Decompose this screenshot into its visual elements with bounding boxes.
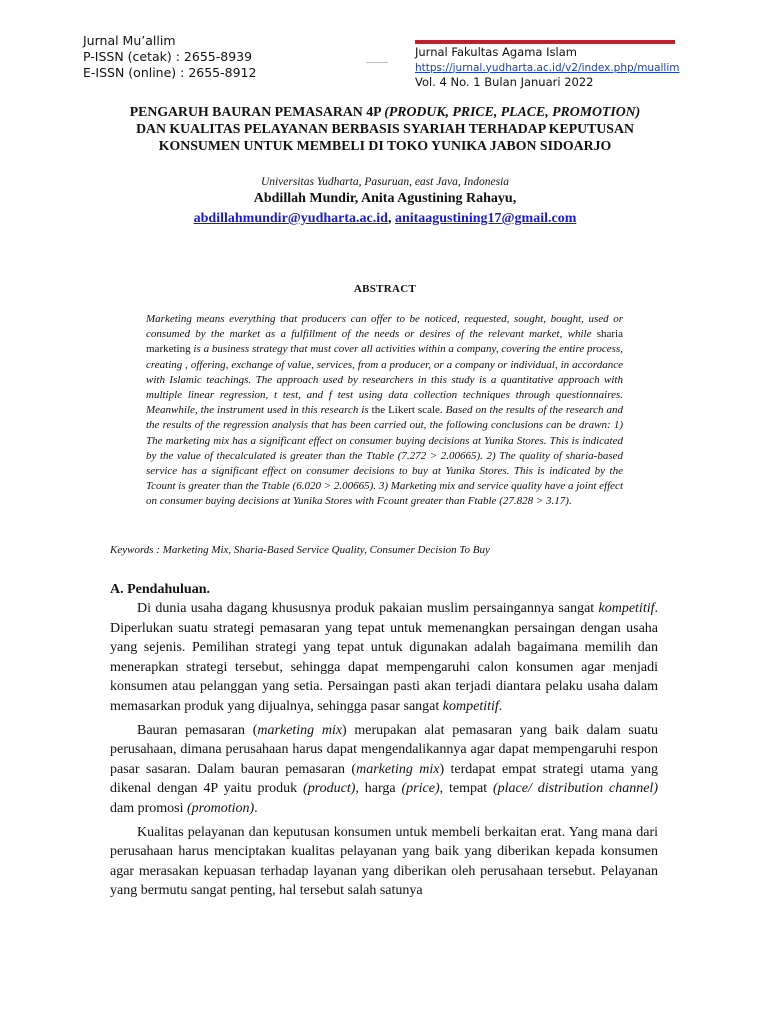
author-emails (60, 211, 710, 227)
journal-url-link[interactable]: https://jurnal.yudharta.ac.id/v2/index.php/muallim (415, 61, 680, 74)
p1-italic-2: kompetitif (442, 698, 499, 714)
p2-italic-3: (product) (303, 781, 356, 797)
abstract-heading: ABSTRACT (353, 283, 417, 295)
title-line-1b: (PRODUK, PRICE, PLACE, PROMOTION) (384, 104, 641, 119)
p2-italic-4: (price) (401, 781, 440, 797)
p1-italic-1: kompetitif (598, 601, 655, 616)
keywords: Keywords : Marketing Mix, Sharia-Based Service Quality, Consumer Decision To Buy (110, 544, 490, 556)
journal-header-left (83, 33, 256, 81)
p2-italic-1: marketing mix (257, 722, 343, 738)
paragraph-3: Kualitas pelayanan dan keputusan konsumen untuk membeli berkaitan erat. Yang mana dari perusahaan harus menciptakan kualitas pelayanan yang baik yang diberikan kepada konsumen agar merasakan kepuasan terhadap layanan yang diberikan oleh perusahaan tersebut. Pelayanan yang bermutu sangat penting, hal tersebut salah satunya (110, 824, 658, 899)
p2-text-1: Bauran pemasaran ( (137, 722, 258, 738)
online-issn: E-ISSN (online) : 2655-8912 (83, 65, 257, 80)
p2-italic-5: (place/ distribution channel) (493, 781, 658, 797)
p2-text-5: , tempat (439, 781, 493, 797)
p1-text-2: . Diperlukan suatu strategi pemasaran yang tepat untuk memenangkan persaingan dengan usaha yang sejenis. Pemilihan strategi yang tepat untuk digunakan adalah bagaimana memilih dan menerapkan strategi tersebut, sehingga dapat mempengaruhi calon konsumen agar menjadi konsumen atau pelanggan yang setia. Persaingan pasti akan terjadi diantara pelaku usaha dalam memasarkan produk yang dijualnya, sehingga pasar sangat (110, 601, 658, 714)
title-line-3: KONSUMEN UNTUK MEMBELI DI TOKO YUNIKA JABON SIDOARJO (158, 138, 612, 153)
p2-text-2: ) merupakan alat pemasaran yang baik dalam suatu perusahaan, dimana perusahaan harus dapat mengendalikannya agar dapat mempengaruhi respon pasar sasaran. Dalam bauran pemasaran ( (110, 722, 658, 777)
journal-name: Jurnal Mu’allim (83, 33, 176, 48)
email-link-1[interactable]: abdillahmundir@yudharta.ac.id (193, 211, 388, 226)
p2-text-6: dam promosi (110, 800, 187, 816)
title-line-2: DAN KUALITAS PELAYANAN BERBASIS SYARIAH TERHADAP KEPUTUSAN (136, 121, 634, 136)
paragraph-2 (110, 721, 658, 819)
faculty-name: Jurnal Fakultas Agama Islam (415, 45, 577, 59)
email-link-2[interactable]: anitaagustining17@gmail.com (394, 211, 577, 226)
paragraph-1 (110, 599, 658, 717)
abstract-text-1: Marketing means everything that producers can offer to be noticed, requested, sought, bought, used or consumed by the market as a fulfillment of the needs or desires of the relevant market, while (146, 313, 623, 341)
abstract-term-sharia: sharia marketing (146, 328, 623, 356)
p1-text-3: . (498, 698, 503, 714)
header-rule (415, 43, 675, 44)
p2-text-7: . (254, 800, 258, 816)
p2-italic-2: marketing mix (356, 761, 440, 777)
abstract-term-likert: the Likert scale. (371, 404, 443, 417)
volume-issue: Vol. 4 No. 1 Bulan Januari 2022 (415, 75, 594, 89)
abstract-text-2: is a business strategy that must cover all activities within a company, covering the entire process, creating , offering, exchange of value, services, from a producer, or a company or individual, in accordance with Islamic teachings. The approach used by researchers in this study is a quantitative approach with multiple linear regression, t test, and f test using data collection techniques through questionnaires. Meanwhile, the instrument used in this research is (146, 343, 623, 417)
paper-title (60, 103, 710, 154)
journal-header-right (415, 40, 680, 90)
abstract-text-3: Based on the results of the research and the results of the regression analysis that has been carried out, the following conclusions can be drawn: 1) The marketing mix has a significant effect on consumer buying decisions at Yunika Stores. This is indicated by the value of thecalculated is greater than the Ttable (7.272 > 2.00665). 2) The quality of sharia-based service has a significant effect on consumer decisions to buy at Yunika Stores. This is indicated by the Tcount is greater than the Ttable (6.020 > 2.00665). 3) Marketing mix and service quality have a joint effect on consumer buying decisions at Yunika Stores with Fcount greater than Ftable (27.828 > 3.17). (146, 404, 623, 508)
email-separator: , (387, 211, 395, 226)
p2-text-4: , harga (355, 781, 402, 797)
section-heading: A. Pendahuluan. (110, 582, 210, 597)
section-body (110, 599, 658, 905)
p1-text-1: Di dunia usaha dagang khususnya produk pakaian muslim persaingannya sangat (137, 601, 599, 616)
author-names: Abdillah Mundir, Anita Agustining Rahayu, (253, 191, 517, 206)
p2-text-3: ) terdapat empat strategi utama yang dikenal dengan 4P yaitu produk (110, 761, 658, 797)
author-affiliation: Universitas Yudharta, Pasuruan, east Java, Indonesia (260, 176, 510, 188)
p2-italic-6: (promotion) (187, 800, 255, 816)
header-divider (366, 62, 388, 63)
print-issn: P-ISSN (cetak) : 2655-8939 (83, 49, 253, 64)
abstract-body (146, 312, 623, 510)
title-line-1a: PENGARUH BAURAN PEMASARAN 4P (129, 104, 385, 119)
